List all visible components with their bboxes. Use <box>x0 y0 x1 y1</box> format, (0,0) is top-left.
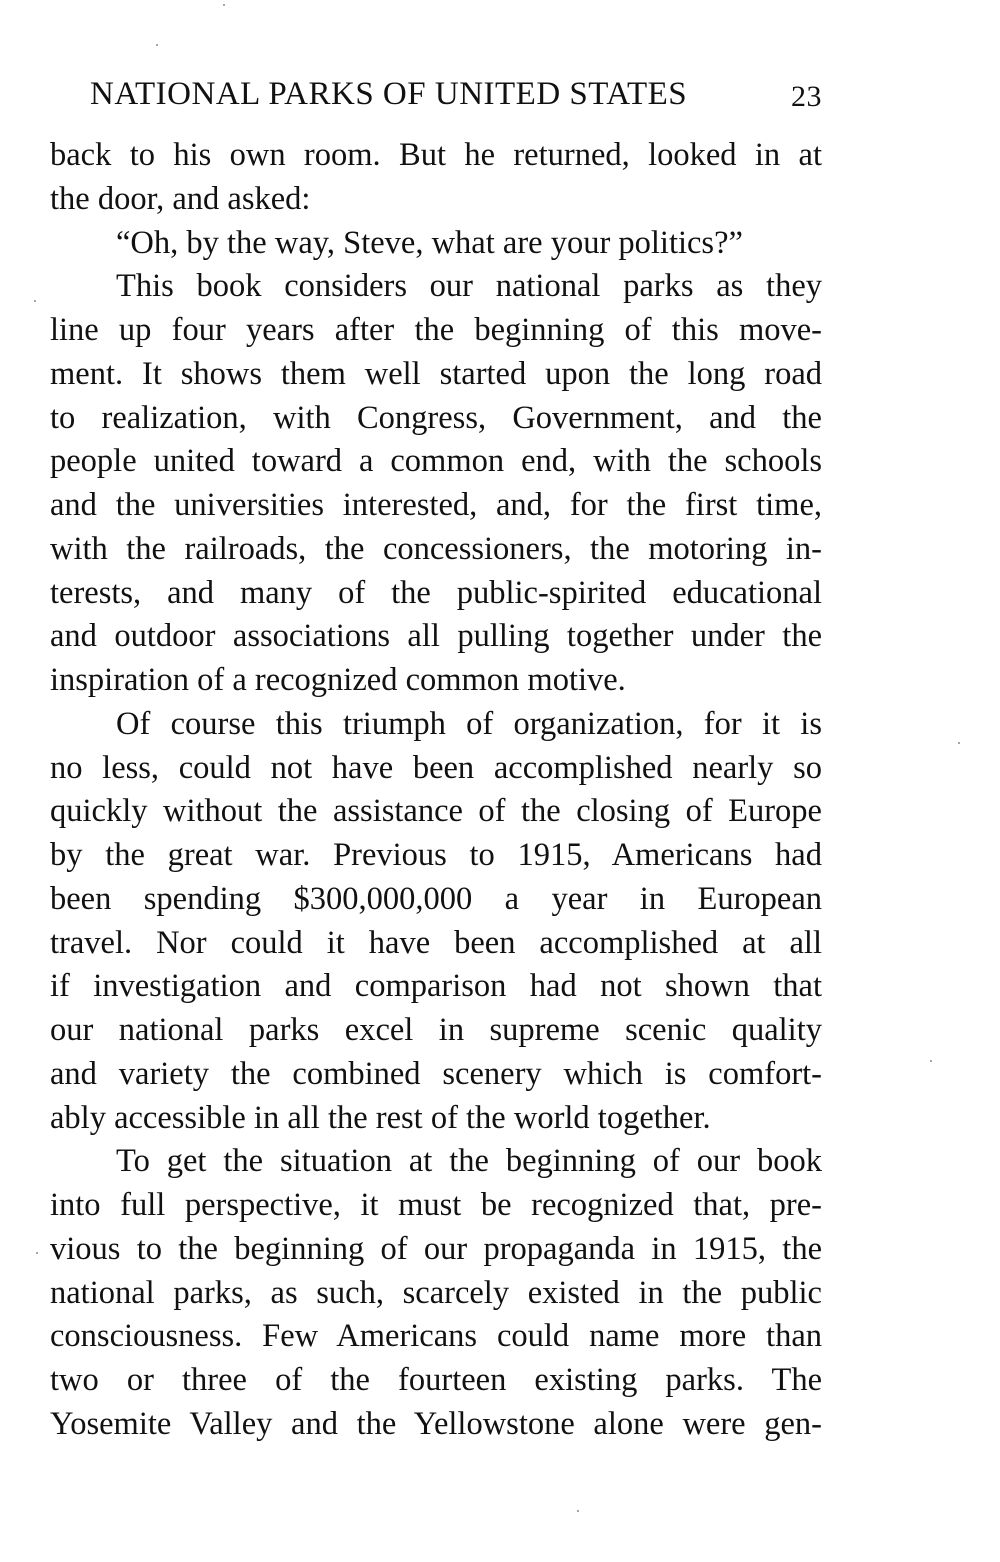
text-line: consciousness. Few Americans could name more than <box>50 1318 822 1355</box>
text-line: two or three of the fourteen existing parks. The <box>50 1362 822 1398</box>
text-line: quickly without the assistance of the closing of Europe <box>50 793 822 830</box>
text-line: inspiration of a recognized common motive. <box>50 662 626 698</box>
running-header <box>90 72 822 118</box>
text-line: no less, could not have been accomplished nearly so <box>50 749 822 786</box>
scan-speck <box>36 1252 38 1254</box>
text-line: the door, and asked: <box>50 180 311 217</box>
paragraph-start-line: Of course this triumph of organization, for it is <box>116 705 822 742</box>
paragraph-start-line: To get the situation at the beginning of our book <box>116 1143 822 1180</box>
text-line: with the railroads, the concessioners, the motoring in- <box>50 530 822 567</box>
scan-speck <box>223 4 225 6</box>
text-line: travel. Nor could it have been accomplished at all <box>50 924 822 961</box>
scan-speck <box>156 44 158 46</box>
text-line: into full perspective, it must be recognized that, pre- <box>50 1187 822 1223</box>
text-line: to realization, with Congress, Government, and the <box>50 399 822 436</box>
text-line: and the universities interested, and, for the first time, <box>50 487 822 523</box>
text-line: and outdoor associations all pulling together under the <box>50 618 822 655</box>
text-line: if investigation and comparison had not shown that <box>50 968 822 1005</box>
text-line: “Oh, by the way, Steve, what are your politics?” <box>116 224 743 261</box>
text-line: people united toward a common end, with the schools <box>50 443 822 480</box>
body-text <box>50 134 822 1447</box>
scan-speck <box>34 300 36 302</box>
text-line: ment. It shows them well started upon the long road <box>50 355 822 392</box>
text-line: national parks, as such, scarcely existed in the public <box>50 1274 822 1311</box>
text-line: ably accessible in all the rest of the world together. <box>50 1099 711 1136</box>
text-line: terests, and many of the public-spirited educational <box>50 574 822 611</box>
text-line: Yosemite Valley and the Yellowstone alone were gen- <box>50 1405 822 1442</box>
scan-speck <box>577 1510 579 1512</box>
text-line: line up four years after the beginning of this move- <box>50 312 822 348</box>
text-line: and variety the combined scenery which is comfort- <box>50 1055 822 1092</box>
scan-speck <box>930 1060 932 1062</box>
text-line: back to his own room. But he returned, looked in at <box>50 137 822 173</box>
scan-speck <box>958 742 960 744</box>
page-number: 23 <box>791 80 822 113</box>
paragraph-start-line: This book considers our national parks as they <box>116 268 822 305</box>
text-line: vious to the beginning of our propaganda in 1915, the <box>50 1230 822 1267</box>
text-line: by the great war. Previous to 1915, Americans had <box>50 837 822 873</box>
text-line: our national parks excel in supreme scenic quality <box>50 1012 822 1048</box>
text-line: been spending $300,000,000 a year in European <box>50 880 822 917</box>
running-title: NATIONAL PARKS OF UNITED STATES <box>90 76 688 112</box>
